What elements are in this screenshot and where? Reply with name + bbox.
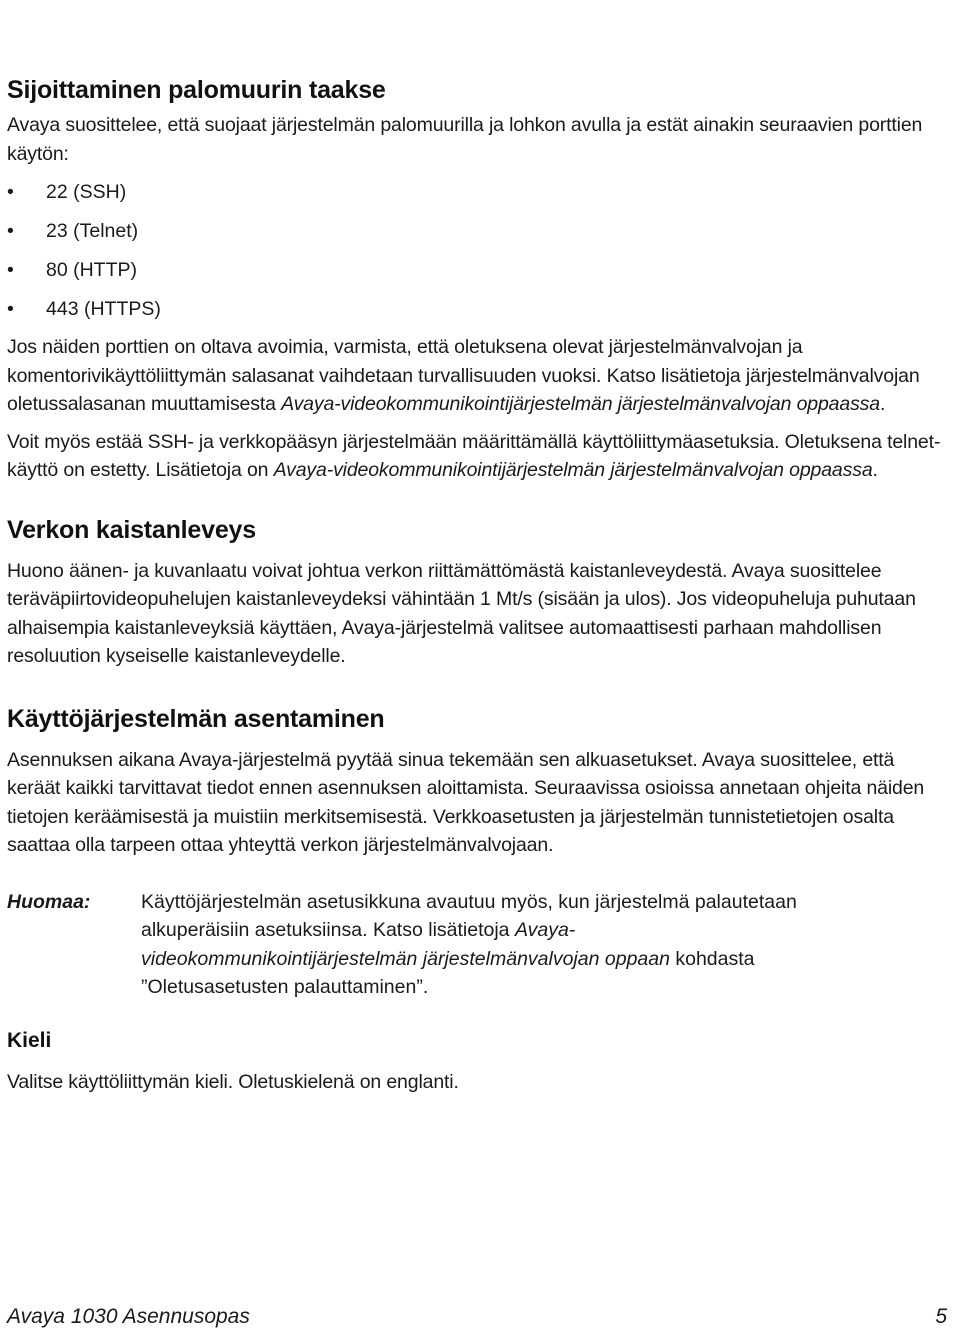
page-footer [7, 1302, 947, 1332]
section-title-language: Kieli [7, 1028, 52, 1052]
list-item-text: 443 (HTTPS) [46, 298, 161, 320]
list-item [7, 256, 947, 295]
guide-reference: Avaya-videokommunikointijärjestelmän järjestelmänvalvojan oppaassa [281, 393, 880, 415]
firewall-password-paragraph [7, 333, 947, 419]
note-block [7, 888, 947, 1002]
firewall-intro-paragraph: Avaya suosittelee, että suojaat järjestelmän palomuurilla ja lohkon avulla ja estät ainakin seuraavien porttien käytön: [7, 114, 923, 165]
paragraph-end: . [879, 393, 886, 415]
paragraph-text: Jos näiden porttien on oltava avoimia, varmista, että oletuksena olevat järjestelmänvalvojan ja komentorivikäyttöliittymän salasanat vaihdetaan turvallisuuden vuoksi. Katso lisätietoja järjestelmänvalvojan oletussalasanan muuttamisesta [7, 336, 920, 415]
os-install-paragraph: Asennuksen aikana Avaya-järjestelmä pyytää sinua tekemään sen alkuasetukset. Avaya suosittelee, että keräät kaikki tarvittavat tiedot ennen asennuksen aloittamista. Seuraavissa osioissa annetaan ohjeita näiden tietojen keräämisestä ja muistiin merkitsemisestä. Verkkoasetusten ja järjestelmän tunnistetietojen osalta saattaa olla tarpeen ottaa yhteyttä verkon järjestelmänvalvojaan. [7, 748, 925, 856]
note-body [141, 888, 801, 1002]
bullet-icon: • [7, 298, 14, 320]
list-item-text: 80 (HTTP) [46, 259, 138, 281]
note-end: kohdasta ”Oletusasetusten palauttaminen”. [141, 947, 755, 998]
guide-reference: Avaya-videokommunikointijärjestelmän järjestelmänvalvojan oppaan [141, 919, 670, 970]
firewall-access-paragraph [7, 428, 947, 485]
list-item [7, 217, 947, 256]
section-title-os-install: Käyttöjärjestelmän asentaminen [7, 704, 385, 733]
list-item-text: 23 (Telnet) [46, 220, 139, 242]
bullet-icon: • [7, 220, 14, 242]
footer-document-title: Avaya 1030 Asennusopas [7, 1305, 250, 1328]
bullet-icon: • [7, 259, 14, 281]
language-paragraph: Valitse käyttöliittymän kieli. Oletuskielenä on englanti. [7, 1070, 459, 1093]
paragraph-end: . [872, 459, 878, 481]
guide-reference: Avaya-videokommunikointijärjestelmän järjestelmänvalvojan oppaassa [273, 459, 873, 481]
section-title-bandwidth: Verkon kaistanleveys [7, 515, 256, 544]
page-content [7, 72, 947, 1096]
note-label: Huomaa: [7, 890, 91, 913]
list-item-text: 22 (SSH) [46, 181, 127, 203]
list-item [7, 178, 947, 217]
paragraph-text: Voit myös estää SSH- ja verkkopääsyn järjestelmään määrittämällä käyttöliittymäasetuksia. Oletuksena telnet-käyttö on estetty. Lisätietoja on [7, 430, 941, 481]
list-item [7, 295, 947, 334]
bandwidth-paragraph: Huono äänen- ja kuvanlaatu voivat johtua verkon riittämättömästä kaistanleveydestä. Avaya suosittelee teräväpiirtovideopuhelujen kaistanleveydeksi vähintään 1 Mt/s (sisään ja ulos). Jos videopuheluja puhutaan alhaisempia kaistanleveyksiä käyttäen, Avaya-järjestelmä valitsee automaattisesti parhaan mahdollisen resoluution kyseiselle kaistanleveydelle. [7, 559, 916, 667]
footer-page-number: 5 [935, 1305, 947, 1328]
blocked-ports-list [7, 178, 947, 334]
bullet-icon: • [7, 181, 14, 203]
note-text: Käyttöjärjestelmän asetusikkuna avautuu myös, kun järjestelmä palautetaan alkuperäisiin asetuksiinsa. Katso lisätietoja [141, 890, 797, 941]
section-title-firewall: Sijoittaminen palomuurin taakse [7, 76, 386, 104]
